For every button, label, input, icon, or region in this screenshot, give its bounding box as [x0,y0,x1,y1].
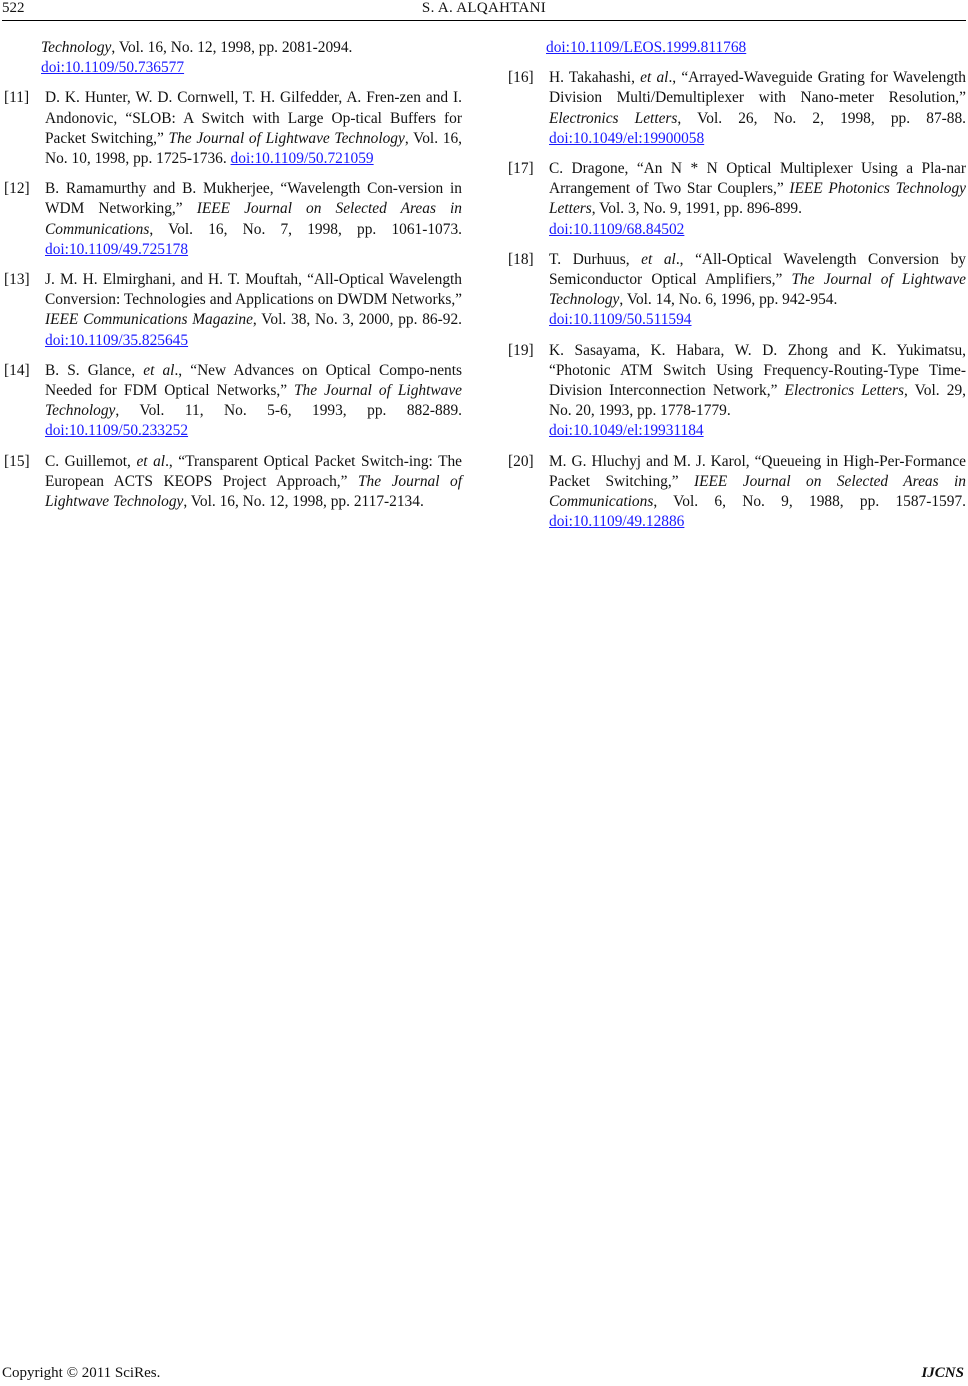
reference-text-segment: , Vol. 38, No. 3, 2000, pp. 86-92. [252,311,462,329]
reference-italic-text: Electronics Letters [784,382,904,400]
reference-text-segment: , Vol. 29, No. 20, 1993, pp. 1778-1779. [549,382,967,420]
reference-text [45,361,462,442]
reference-italic-text: et al [640,69,669,87]
reference-text-segment: M. G. Hluchyj and M. J. Karol, “Queueing in High-Per-Formance Packet Switching,” [549,452,966,490]
reference-text-segment: , Vol. 16, No. 10, 1998, pp. 1725-1736. [45,129,462,168]
reference-text-segment: C. Guillemot, [45,452,137,470]
reference-number: [15] [4,452,30,470]
reference-italic-text: IEEE Photonics Technology Letters [549,180,966,218]
reference-number: [19] [508,341,534,359]
reference-text-segment: B. S. Glance, [45,361,144,379]
doi-link[interactable]: doi:10.1109/50.511594 [549,311,692,329]
reference-text-segment: H. Takahashi, [549,69,641,87]
reference-text-segment: T. Durhuus, [549,250,642,268]
reference-text [45,88,462,169]
reference-text-segment: K. Sasayama, K. Habara, W. D. Zhong and K. Yukimatsu, “Photonic ATM Switch Using Frequency-Routing-Type Time-Division Interconnection Network,” [549,341,966,400]
reference-italic-text: The Journal of Lightwave Technology [45,382,462,420]
reference-text-segment: , Vol. 16, No. 12, 1998, pp. 2117-2134. [183,493,424,511]
reference-entry [4,452,462,513]
reference-number: [16] [508,69,534,87]
doi-link[interactable]: doi:10.1109/49.12886 [549,513,685,531]
reference-text-segment: , Vol. 16, No. 7, 1998, pp. 1061-1073. [149,220,462,238]
reference-number: [17] [508,160,534,178]
reference-text-segment: B. Ramamurthy and B. Mukherjee, “Wavelength Con-version in WDM Networking,” [45,180,462,218]
reference-text-segment: , Vol. 6, No. 9, 1988, pp. 1587-1597. [653,493,966,511]
reference-entry [4,361,462,442]
reference-entry [508,452,966,533]
reference-text [549,68,966,149]
reference-italic-text: The Journal of Lightwave Technology [549,271,967,309]
reference-italic-text: et al [143,361,175,379]
reference-text [549,452,966,533]
reference-number: [11] [4,89,30,107]
reference-text-segment: ., “All-Optical Wavelength Conversion by Semiconductor Optical Amplifiers,” [549,250,966,289]
page-number: 522 [2,0,25,16]
reference-italic-text: IEEE Communications Magazine [45,311,253,329]
reference-italic-text: IEEE Journal on Selected Areas in Communications [45,200,462,238]
reference-italic-text: et al [641,250,676,268]
right-column-references [508,38,966,542]
reference-text-segment: ., “New Advances on Optical Compo-nents Needed for FDM Optical Networks,” [45,361,462,400]
reference-text-segment: , Vol. 11, No. 5-6, 1993, pp. 882-889. [115,402,462,420]
reference-entry [4,38,462,78]
footer-copyright: Copyright © 2011 SciRes. [2,1365,161,1381]
doi-link[interactable]: doi:10.1049/el:19931184 [549,422,704,440]
reference-text-segment: C. Dragone, “An N * N Optical Multiplexer Using a Pla-nar Arrangement of Two Star Couplers,” [549,160,966,198]
doi-link[interactable]: doi:10.1109/LEOS.1999.811768 [546,39,747,56]
reference-text-segment: , Vol. 3, No. 9, 1991, pp. 896-899. [591,200,802,218]
reference-number: [12] [4,180,30,198]
reference-number: [13] [4,271,30,289]
reference-entry [508,341,966,442]
left-column-references [4,38,462,522]
reference-italic-text: et al [136,452,166,470]
reference-text [549,159,966,240]
reference-text [45,270,462,351]
reference-entry [508,68,966,149]
reference-text-segment: D. K. Hunter, W. D. Cornwell, T. H. Gilfedder, A. Fren-zen and I. Andonovic, “SLOB: A Switch with Large Op-tical Buffers for Packet Switching,” [45,89,462,147]
header-divider [2,20,966,21]
doi-link[interactable]: doi:10.1109/49.725178 [45,240,189,258]
reference-text-segment: , Vol. 16, No. 12, 1998, pp. 2081-2094. [111,39,353,56]
reference-text-segment: ., “Transparent Optical Packet Switch-ing: The European ACTS KEOPS Project Approach,” [45,452,462,490]
reference-italic-text: The Journal of Lightwave Technology [45,472,462,511]
reference-text [4,38,462,78]
reference-text-segment: J. M. H. Elmirghani, and H. T. Mouftah, “All-Optical Wavelength Conversion: Technologies and Applications on DWDM Networks,” [45,271,462,309]
reference-italic-text: Technology [41,39,112,56]
reference-entry [4,179,462,260]
doi-link[interactable]: doi:10.1049/el:19900058 [549,129,705,147]
doi-link[interactable]: doi:10.1109/50.233252 [45,422,189,440]
reference-number: [20] [508,452,534,470]
reference-entry [508,159,966,240]
doi-link[interactable]: doi:10.1109/35.825645 [45,331,189,349]
reference-text [508,38,966,58]
reference-number: [18] [508,250,534,268]
reference-entry [508,250,966,331]
running-header-author: S. A. ALQAHTANI [421,0,547,16]
footer-journal: IJCNS [921,1365,964,1381]
reference-text-segment: ., “Arrayed-Waveguide Grating for Wavelength Division Multi/Demultiplexer with Nano-meter Resolution,” [549,69,966,107]
doi-link[interactable]: doi:10.1109/50.721059 [230,150,374,168]
reference-number: [14] [4,361,30,379]
reference-text [549,250,966,331]
doi-link[interactable]: doi:10.1109/50.736577 [41,59,185,77]
reference-entry [4,88,462,169]
reference-text [549,341,966,442]
reference-entry [508,38,966,58]
reference-italic-text: Electronics Letters [549,109,678,127]
reference-italic-text: The Journal of Lightwave Technology [168,129,405,147]
reference-entry [4,270,462,351]
doi-link[interactable]: doi:10.1109/68.84502 [549,220,685,238]
reference-text-segment: , Vol. 14, No. 6, 1996, pp. 942-954. [619,291,838,309]
reference-text [45,452,462,513]
reference-italic-text: IEEE Journal on Selected Areas in Communications [549,472,966,511]
reference-text [45,179,462,260]
reference-text-segment: , Vol. 26, No. 2, 1998, pp. 87-88. [677,109,966,127]
